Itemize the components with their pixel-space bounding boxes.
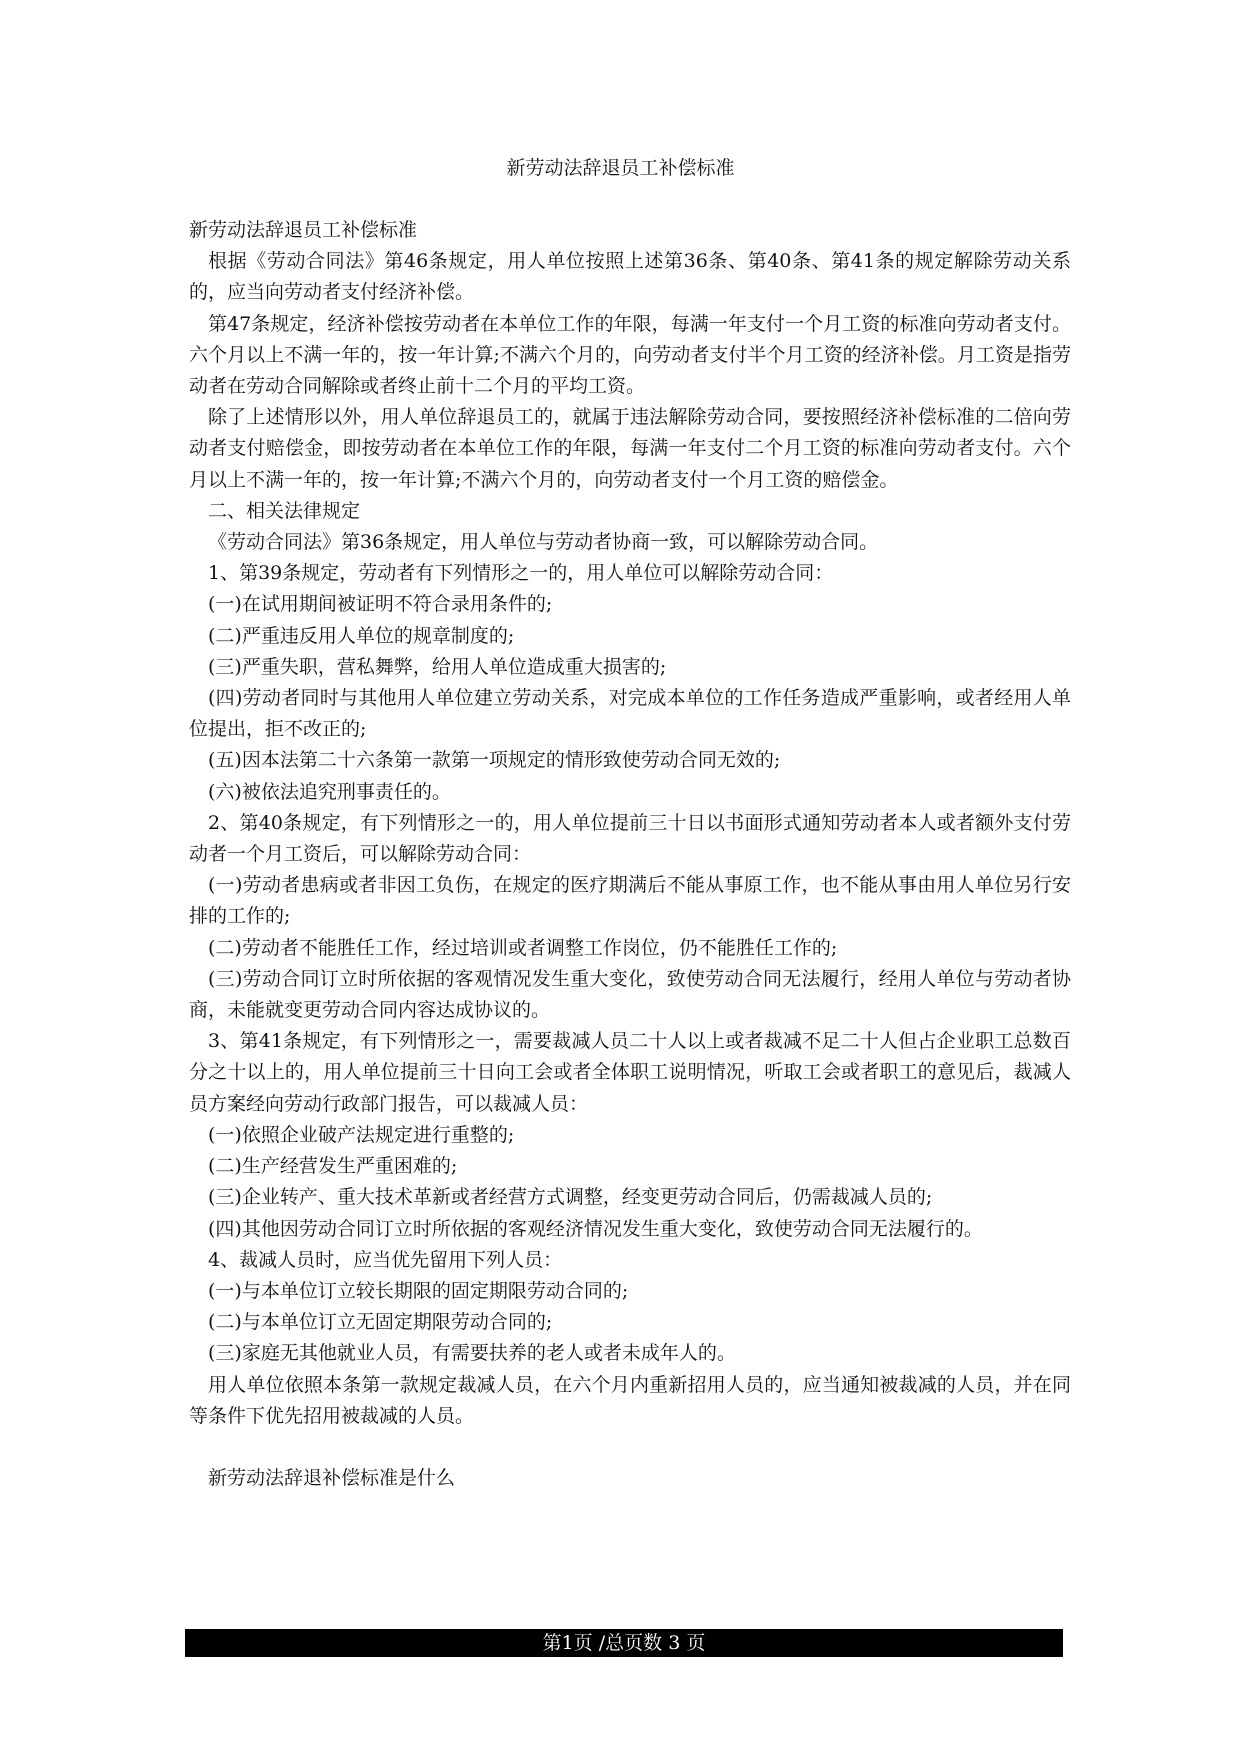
list-item: (二)生产经营发生严重困难的; bbox=[208, 1155, 458, 1178]
list-item: (六)被依法追究刑事责任的。 bbox=[208, 780, 451, 803]
list-item: (四)其他因劳动合同订立时所依据的客观经济情况发生重大变化，致使劳动合同无法履行的。 bbox=[208, 1217, 983, 1240]
next-section-title: 新劳动法辞退补偿标准是什么 bbox=[208, 1467, 456, 1490]
list-item: (二)严重违反用人单位的规章制度的; bbox=[208, 624, 515, 647]
paragraph: 根据《劳动合同法》第46条规定，用人单位按照上述第36条、第40条、第41条的规定解除劳动关系的，应当向劳动者支付经济补偿。 bbox=[189, 250, 1071, 304]
list-item: (三)劳动合同订立时所依据的客观情况发生重大变化，致使劳动合同无法履行，经用人单位与劳动者协商，未能就变更劳动合同内容达成协议的。 bbox=[189, 967, 1071, 1022]
paragraph: 4、裁减人员时，应当优先留用下列人员： bbox=[208, 1248, 563, 1271]
body-heading: 新劳动法辞退员工补偿标准 bbox=[189, 219, 418, 241]
list-item: (一)依照企业破产法规定进行重整的; bbox=[208, 1123, 515, 1146]
list-item: (一)劳动者患病或者非因工负伤，在规定的医疗期满后不能从事原工作，也不能从事由用人单位另行安排的工作的; bbox=[189, 874, 1071, 928]
paragraph: 第47条规定，经济补偿按劳动者在本单位工作的年限，每满一年支付一个月工资的标准向劳动者支付。六个月以上不满一年的，按一年计算;不满六个月的，向劳动者支付半个月工资的经济补偿。月工资是指劳动者在劳动合同解除或者终止前十二个月的平均工资。 bbox=[189, 312, 1071, 398]
paragraph: 《劳动合同法》第36条规定，用人单位与劳动者协商一致，可以解除劳动合同。 bbox=[208, 531, 879, 554]
list-item: (二)劳动者不能胜任工作，经过培训或者调整工作岗位，仍不能胜任工作的; bbox=[208, 936, 838, 959]
blank-line bbox=[189, 1432, 1071, 1463]
page-footer: 第1页 /总页数 3 页 bbox=[185, 1629, 1063, 1657]
list-item: (四)劳动者同时与其他用人单位建立劳动关系，对完成本单位的工作任务造成严重影响，或者经用人单位提出，拒不改正的; bbox=[189, 687, 1071, 741]
paragraph: 除了上述情形以外，用人单位辞退员工的，就属于违法解除劳动合同，要按照经济补偿标准的二倍向劳动者支付赔偿金，即按劳动者在本单位工作的年限，每满一年支付二个月工资的标准向劳动者支付。六个月以上不满一年的，按一年计算;不满六个月的，向劳动者支付一个月工资的赔偿金。 bbox=[189, 406, 1071, 491]
document-body bbox=[189, 215, 1071, 1494]
list-item: (三)严重失职，营私舞弊，给用人单位造成重大损害的; bbox=[208, 655, 667, 678]
list-item: (三)家庭无其他就业人员，有需要扶养的老人或者未成年人的。 bbox=[208, 1342, 736, 1365]
list-item: (三)企业转产、重大技术革新或者经营方式调整，经变更劳动合同后，仍需裁减人员的; bbox=[208, 1186, 933, 1209]
document-title: 新劳动法辞退员工补偿标准 bbox=[506, 157, 735, 179]
section-heading: 二、相关法律规定 bbox=[208, 499, 361, 522]
paragraph: 1、第39条规定，劳动者有下列情形之一的，用人单位可以解除劳动合同： bbox=[208, 562, 834, 585]
paragraph: 2、第40条规定，有下列情形之一的，用人单位提前三十日以书面形式通知劳动者本人或者额外支付劳动者一个月工资后，可以解除劳动合同： bbox=[189, 811, 1071, 866]
paragraph: 用人单位依照本条第一款规定裁减人员，在六个月内重新招用人员的，应当通知被裁减的人员，并在同等条件下优先招用被裁减的人员。 bbox=[189, 1373, 1071, 1427]
list-item: (一)在试用期间被证明不符合录用条件的; bbox=[208, 593, 553, 616]
list-item: (二)与本单位订立无固定期限劳动合同的; bbox=[208, 1311, 553, 1334]
paragraph: 3、第41条规定，有下列情形之一，需要裁减人员二十人以上或者裁减不足二十人但占企业职工总数百分之十以上的，用人单位提前三十日向工会或者全体职工说明情况，听取工会或者职工的意见后，裁减人员方案经向劳动行政部门报告，可以裁减人员： bbox=[189, 1030, 1071, 1115]
list-item: (一)与本单位订立较长期限的固定期限劳动合同的; bbox=[208, 1279, 629, 1302]
list-item: (五)因本法第二十六条第一款第一项规定的情形致使劳动合同无效的; bbox=[208, 749, 781, 772]
